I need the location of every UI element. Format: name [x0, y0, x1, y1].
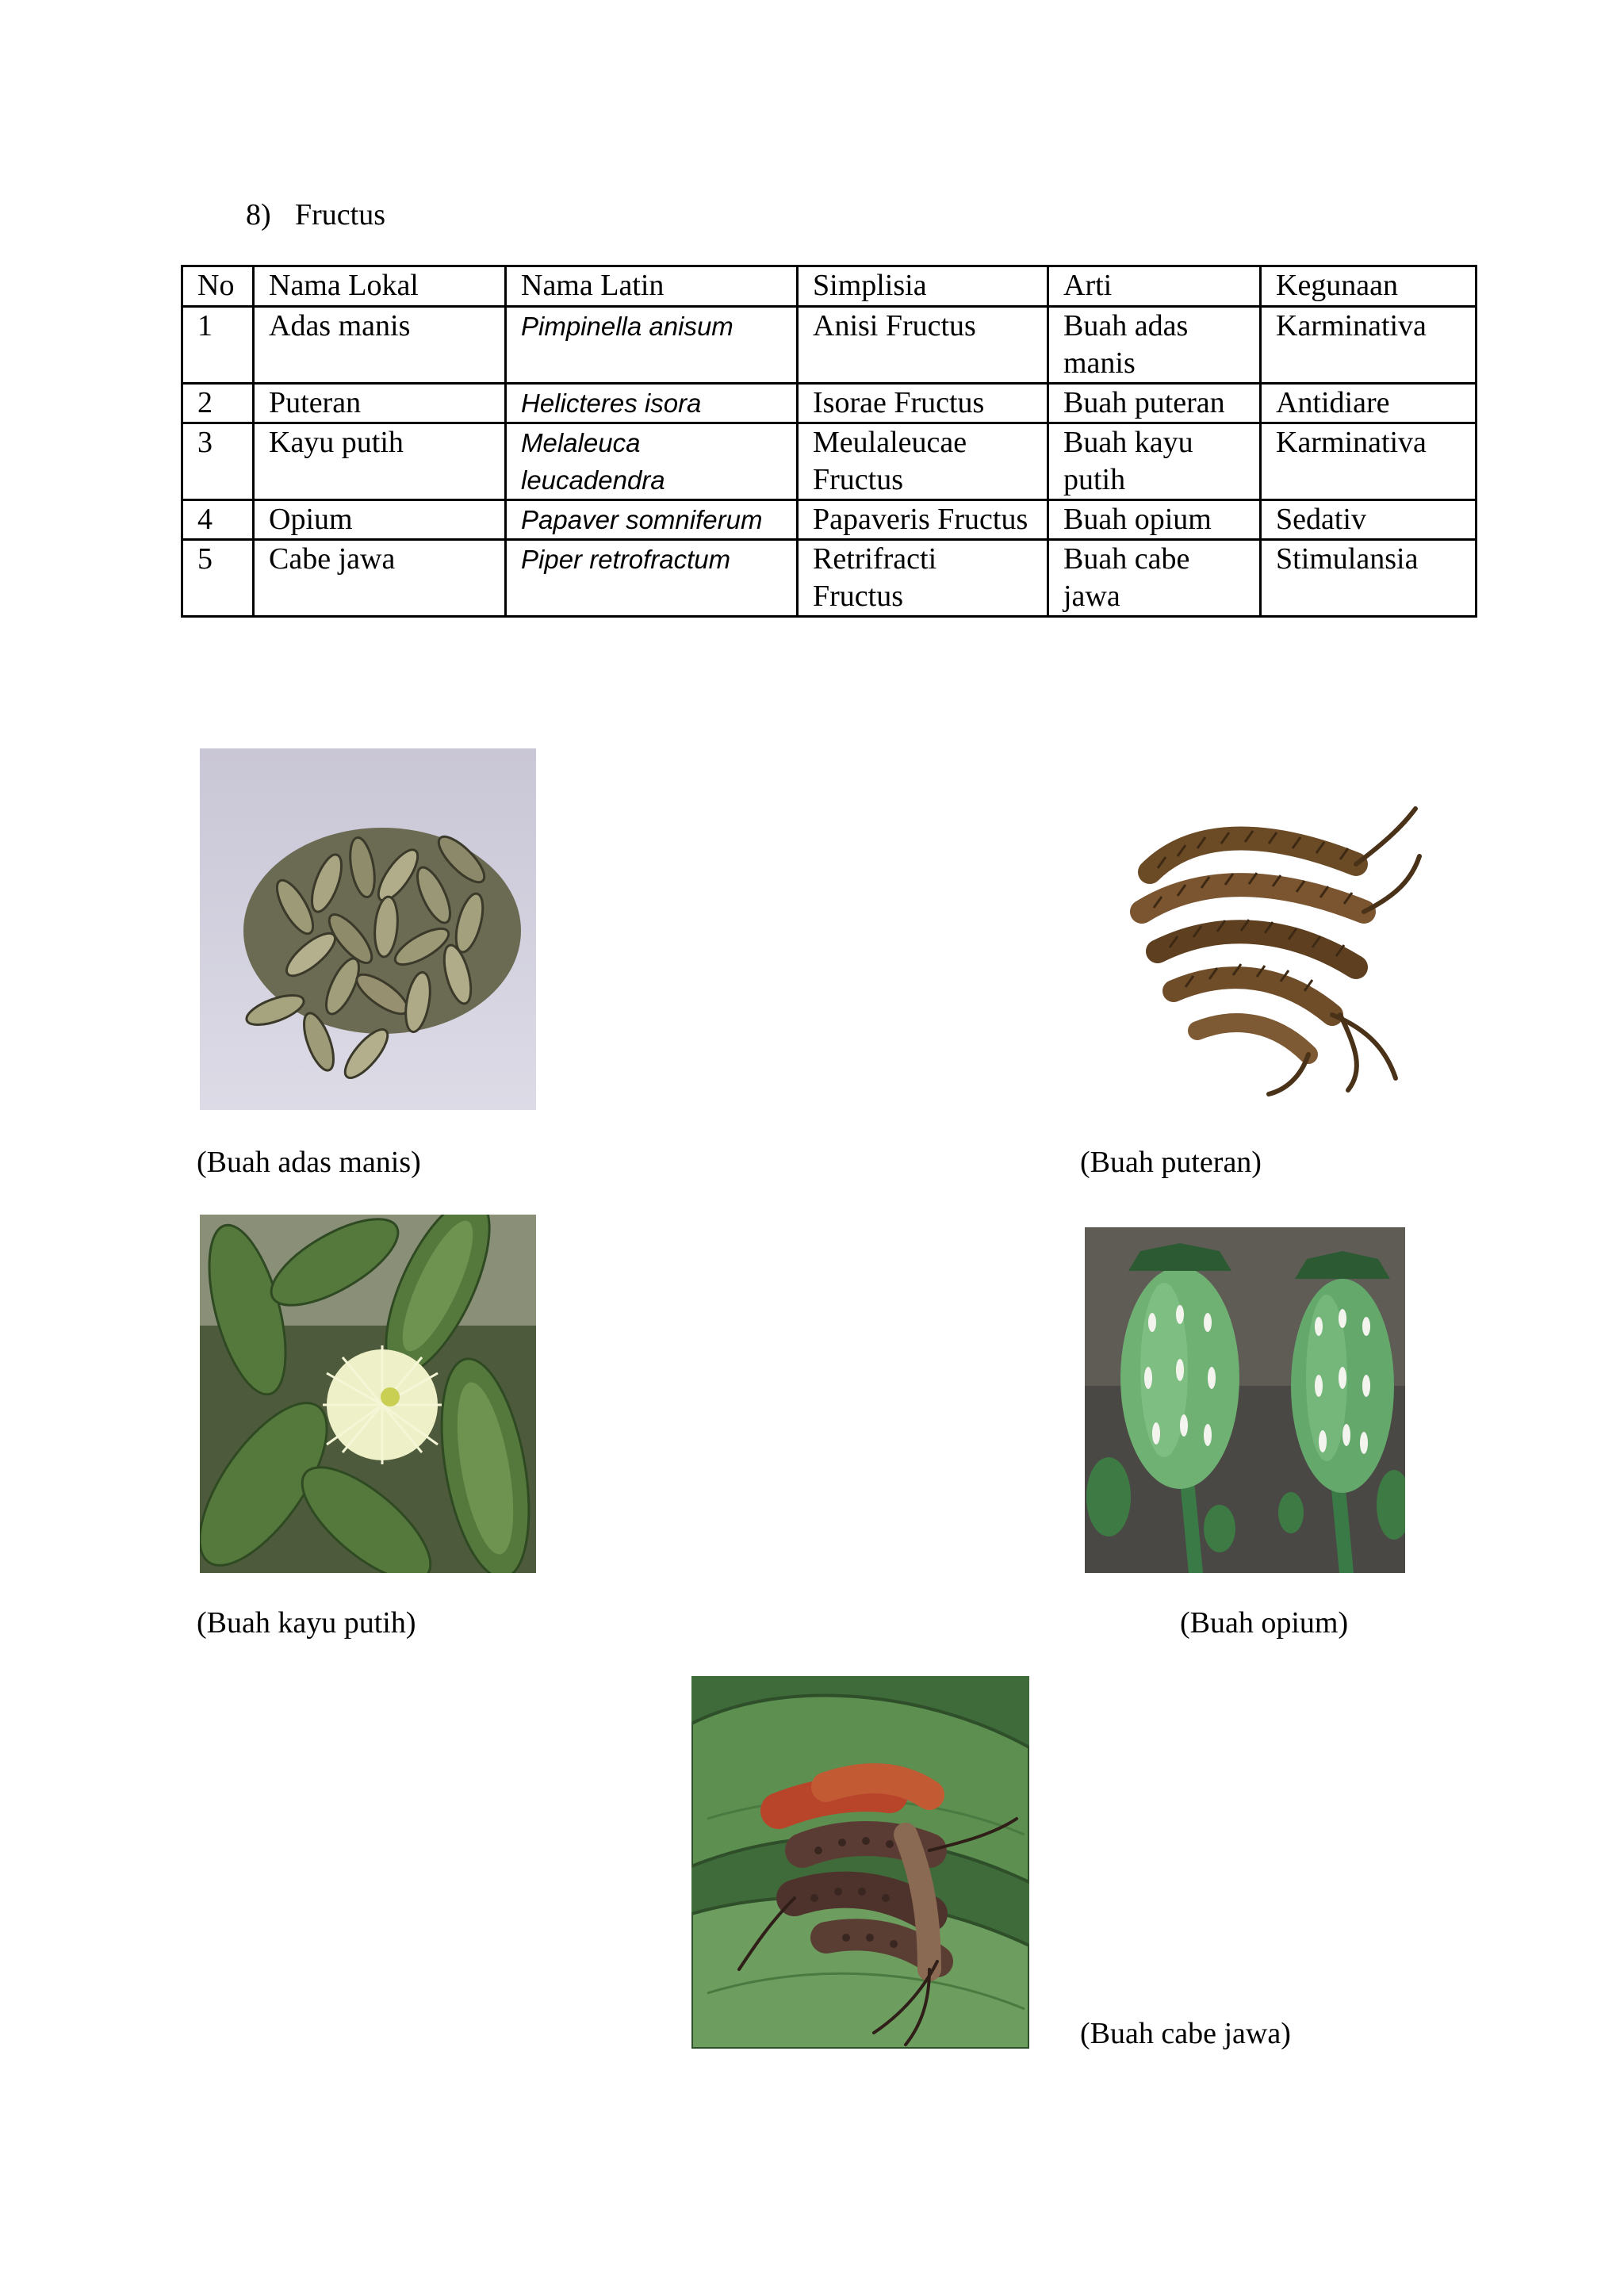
col-header-kegunaan: Kegunaan — [1261, 266, 1477, 307]
caption-adas-manis: (Buah adas manis) — [197, 1146, 421, 1179]
col-header-nama-lokal: Nama Lokal — [254, 266, 506, 307]
cell-nama-latin: Pimpinella anisum — [506, 307, 798, 384]
section-number: 8) — [246, 198, 271, 232]
cell-simplisia: Papaveris Fructus — [798, 500, 1048, 540]
cell-simplisia: Meulaleucae Fructus — [798, 423, 1048, 500]
cell-kegunaan: Antidiare — [1261, 384, 1477, 423]
col-header-no: No — [182, 266, 254, 307]
cell-nama-lokal: Adas manis — [254, 307, 506, 384]
cell-arti: Buah puteran — [1048, 384, 1261, 423]
cell-nama-lokal: Puteran — [254, 384, 506, 423]
table-row — [182, 500, 1477, 540]
cabe-jawa-photo — [691, 1676, 1029, 2049]
fructus-table — [181, 265, 1477, 618]
cell-no: 5 — [182, 540, 254, 617]
cell-kegunaan: Karminativa — [1261, 423, 1477, 500]
table-row — [182, 423, 1477, 500]
cell-kegunaan: Sedativ — [1261, 500, 1477, 540]
cell-nama-lokal: Cabe jawa — [254, 540, 506, 617]
cell-arti: Buah opium — [1048, 500, 1261, 540]
cell-arti: Buah cabe jawa — [1048, 540, 1261, 617]
cell-no: 2 — [182, 384, 254, 423]
cell-no: 1 — [182, 307, 254, 384]
caption-kayu-putih: (Buah kayu putih) — [197, 1606, 416, 1640]
cell-nama-latin: Papaver somniferum — [506, 500, 798, 540]
opium-photo — [1085, 1227, 1405, 1573]
cell-simplisia: Isorae Fructus — [798, 384, 1048, 423]
table-row — [182, 384, 1477, 423]
cell-kegunaan: Karminativa — [1261, 307, 1477, 384]
col-header-nama-latin: Nama Latin — [506, 266, 798, 307]
caption-cabe-jawa: (Buah cabe jawa) — [1080, 2017, 1291, 2050]
table-header-row — [182, 266, 1477, 307]
cell-nama-latin: Piper retrofractum — [506, 540, 798, 617]
col-header-simplisia: Simplisia — [798, 266, 1048, 307]
caption-opium: (Buah opium) — [1180, 1606, 1349, 1640]
table-row — [182, 540, 1477, 617]
cell-nama-lokal: Kayu putih — [254, 423, 506, 500]
cell-nama-latin: Helicteres isora — [506, 384, 798, 423]
section-heading — [246, 197, 385, 233]
caption-puteran: (Buah puteran) — [1080, 1146, 1262, 1179]
cell-nama-latin: Melaleuca leucadendra — [506, 423, 798, 500]
kayu-putih-photo — [200, 1215, 536, 1573]
cell-nama-lokal: Opium — [254, 500, 506, 540]
cell-kegunaan: Stimulansia — [1261, 540, 1477, 617]
cell-simplisia: Anisi Fructus — [798, 307, 1048, 384]
cell-no: 3 — [182, 423, 254, 500]
col-header-arti: Arti — [1048, 266, 1261, 307]
cell-simplisia: Retrifracti Fructus — [798, 540, 1048, 617]
section-title: Fructus — [295, 198, 385, 232]
adas-manis-photo — [200, 748, 536, 1110]
table-row — [182, 307, 1477, 384]
cell-arti: Buah adas manis — [1048, 307, 1261, 384]
puteran-photo — [1102, 777, 1427, 1102]
cell-arti: Buah kayu putih — [1048, 423, 1261, 500]
cell-no: 4 — [182, 500, 254, 540]
